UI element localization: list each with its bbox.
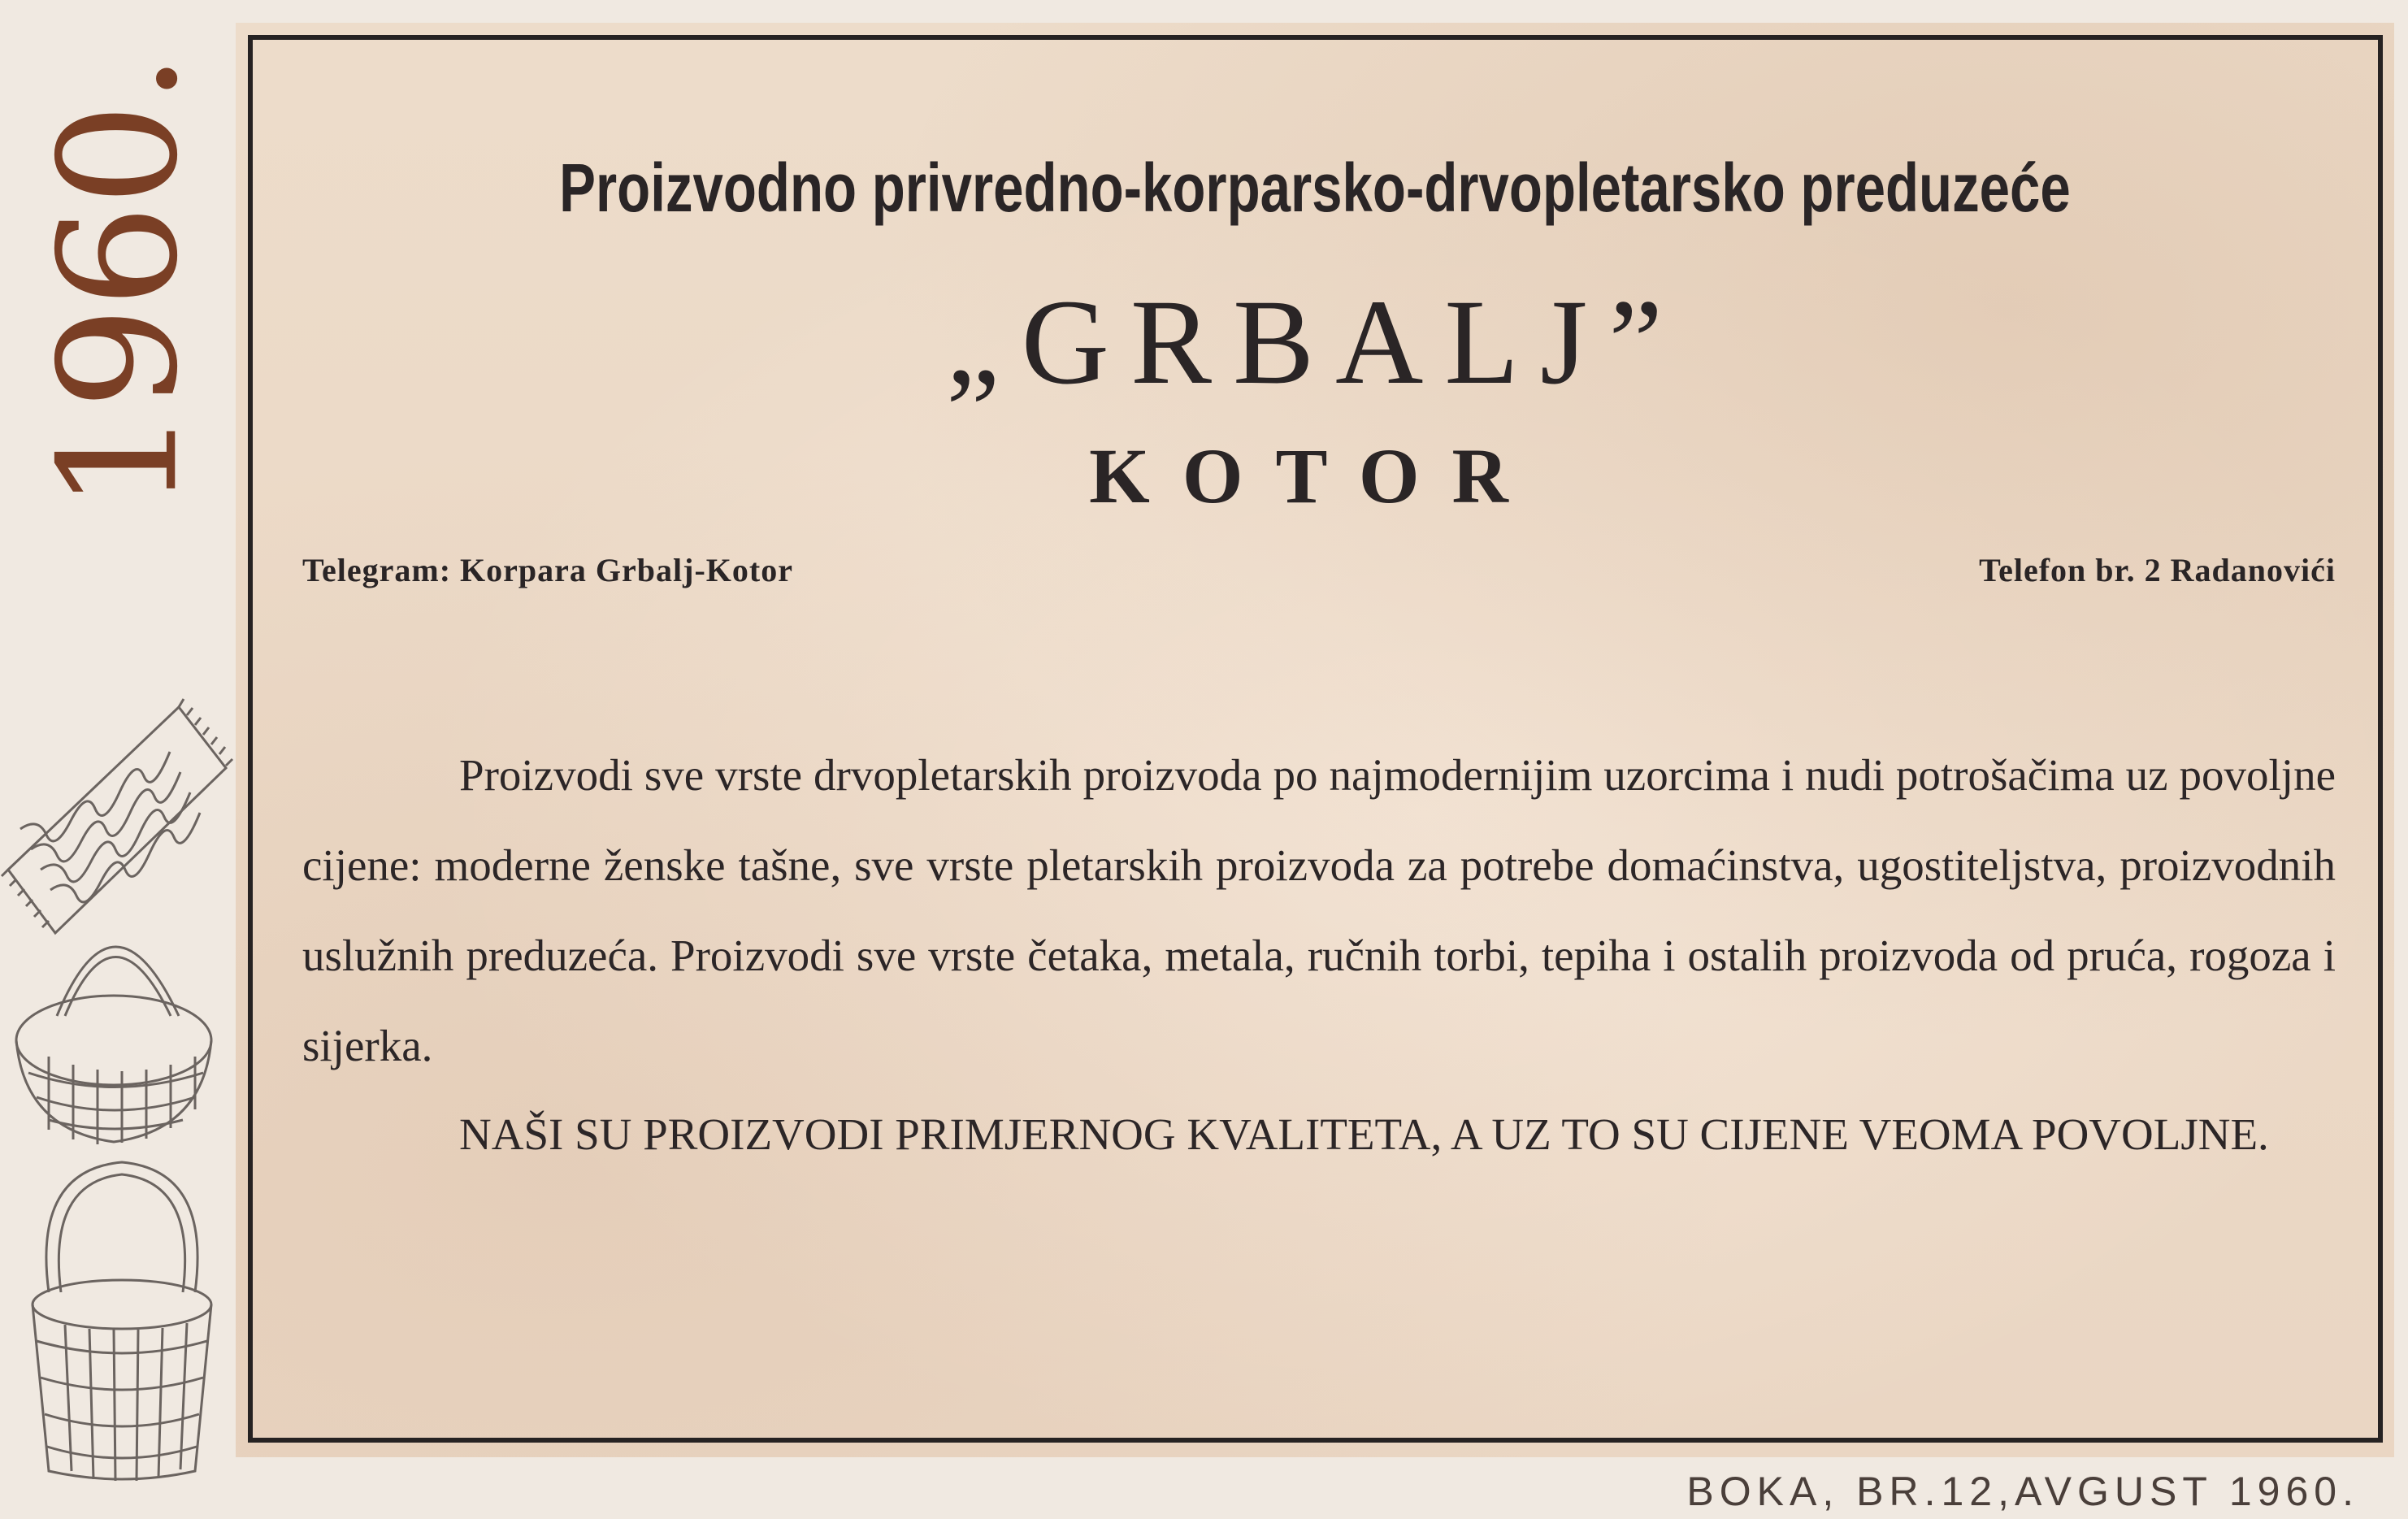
handled-basket-icon xyxy=(33,1162,211,1481)
advert-body xyxy=(302,730,2336,1179)
advert-headline: Proizvodno privredno-korparsko-drvopletarsko preduzeće xyxy=(559,150,2071,226)
advert-paragraph-1: Proizvodi sve vrste drvopletarskih proizvoda po najmodernijim uzorcima i nudi potrošačima uz povoljne cijene: moderne ženske tašne, sve vrste pletarskih proizvoda za potrebe domaćinstva, ugostiteljstva, proizvodnih uslužnih preduzeća. Proizvodi sve vrste četaka, metala, ručnih torbi, tepiha i ostalih proizvoda od pruća, rogoza i sijerka. xyxy=(302,750,2336,1070)
basket-illustrations xyxy=(0,675,244,1495)
telephone-info: Telefon br. 2 Radanovići xyxy=(1979,552,2336,588)
rug-icon xyxy=(2,699,232,933)
source-credit: BOKA, BR.12,AVGUST 1960. xyxy=(1686,1469,2359,1514)
advert-paragraph-2: NAŠI SU PROIZVODI PRIMJERNOG KVALITETA, A UZ TO SU CIJENE VEOMA POVOLJNE. xyxy=(459,1109,2269,1159)
company-name: „GRBALJ” xyxy=(946,275,1684,410)
year-text: 1960. xyxy=(24,54,214,512)
newspaper-clipping xyxy=(236,23,2394,1457)
telegram-info: Telegram: Korpara Grbalj-Kotor xyxy=(302,552,793,588)
company-city: KOTOR xyxy=(1089,432,1541,519)
year-label xyxy=(10,54,229,512)
round-basket-icon xyxy=(16,947,211,1144)
